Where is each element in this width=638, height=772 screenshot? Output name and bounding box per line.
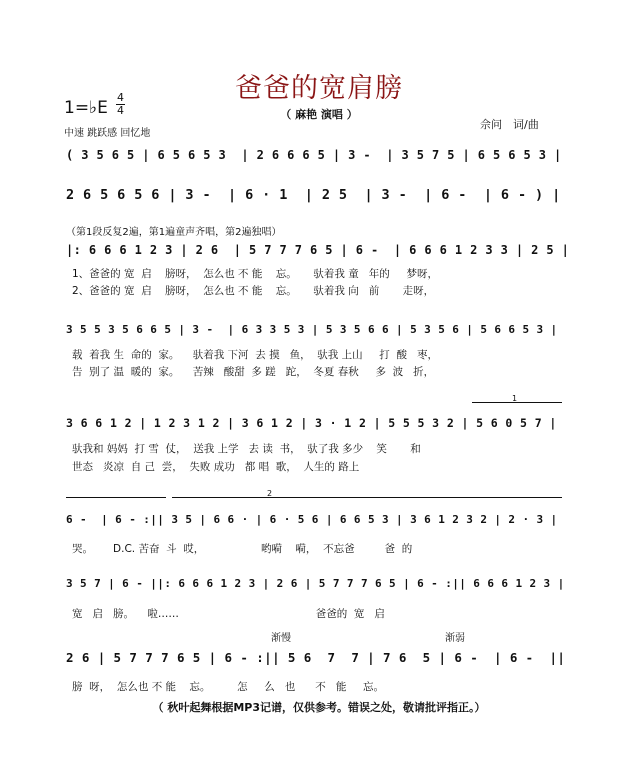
lyric-line: 告 别了 温 暖的 家。 苦辣 酸甜 多 蹉 跎， 冬夏 春秋 多 波 折， xyxy=(72,366,435,378)
score-row-notes: 2 6 5 6 5 6 | 3 - | 6 · 1 | 2 5 | 3 - | 6 - | 6 - ) | xyxy=(66,187,561,203)
lyric-line: 2、爸爸的 宽 启 膀呀， 怎么也 不 能 忘。 驮着我 向 前 走呀， xyxy=(72,285,435,297)
lyric-line: 世态 炎凉 自 己 尝， 失败 成功 都 唱 歌， 人生的 路上 xyxy=(72,461,360,473)
lyric-line: 哭。 D.C. 苦奋 斗 哎， 哟嗬 嗬， 不忘爸 爸 的 xyxy=(72,543,413,555)
score-row-notes: ( 3 5 6 5 | 6 5 6 5 3 | 2 6 6 6 5 | 3 - | 3 5 7 5 | 6 5 6 5 3 | xyxy=(66,148,562,162)
lyric-line: 1、爸爸的 宽 启 膀呀， 怎么也 不 能 忘。 驮着我 童 年的 梦呀， xyxy=(72,268,438,280)
score-row-notes: 3 5 5 3 5 6 6 5 | 3 - | 6 3 3 5 3 | 5 3 5 6 6 | 5 3 5 6 | 5 6 6 5 3 | xyxy=(66,323,558,336)
score-row-1 xyxy=(66,148,572,172)
key-signature: 1=♭E xyxy=(64,98,108,118)
volta-number: 1 xyxy=(512,394,518,403)
volta-bracket xyxy=(472,394,562,403)
repeat-instruction: （第1段反复2遍，第1遍童声齐唱，第2遍独唱） xyxy=(66,227,282,238)
score-row-notes: 3 5 7 | 6 - ||: 6 6 6 1 2 3 | 2 6 | 5 7 7 7 6 5 | 6 - :|| 6 6 6 1 2 3 | xyxy=(66,577,565,590)
score-row-4 xyxy=(66,323,572,347)
time-signature-bottom: 4 xyxy=(117,104,124,117)
score-row-6 xyxy=(66,513,572,537)
time-signature-top: 4 xyxy=(117,91,124,104)
composer-credit: 佘问 词/曲 xyxy=(480,118,539,131)
volta-number: 2 xyxy=(267,489,273,498)
score-row-notes: 6 - | 6 - :|| 3 5 | 6 6 · | 6 · 5 6 | 6 6 5 3 | 3 6 1 2 3 2 | 2 · 3 | xyxy=(66,513,558,526)
lyric-line: 载 着我 生 命的 家。 驮着我 下河 去 摸 鱼， 驮我 上山 打 酸 枣， xyxy=(72,349,438,361)
singer-credit: （ 麻艳 演唱 ） xyxy=(280,108,358,121)
score-row-notes: 3 6 6 1 2 | 1 2 3 1 2 | 3 6 1 2 | 3 · 1 2 | 5 5 5 3 2 | 5 6 0 5 7 | xyxy=(66,416,557,430)
tempo-marking: 中速 跳跃感 回忆地 xyxy=(64,128,151,139)
score-row-notes: |: 6 6 6 1 2 3 | 2 6 | 5 7 7 7 6 5 | 6 - | 6 6 6 1 2 3 3 | 2 5 | xyxy=(66,243,570,257)
ritardando-mark: 渐慢 xyxy=(271,633,291,644)
volta-bracket xyxy=(66,497,166,498)
score-row-3 xyxy=(66,243,572,267)
lyric-line: 宽 启 膀。 啦…… 爸爸的 宽 启 xyxy=(72,608,385,620)
volta-bracket xyxy=(172,489,562,498)
score-row-7 xyxy=(66,577,572,601)
lyric-line: 驮我和 妈妈 打 雪 仗， 送我 上学 去 读 书， 驮了我 多少 笑 和 xyxy=(72,443,421,455)
score-row-5 xyxy=(66,416,572,440)
diminuendo-mark: 渐弱 xyxy=(445,633,465,644)
score-row-2 xyxy=(66,187,572,211)
transcription-note: （ 秋叶起舞根据MP3记谱，仅供参考。错误之处，敬请批评指正。） xyxy=(152,701,486,714)
lyric-line: 膀 呀， 怎么也 不 能 忘。 怎 么 也 不 能 忘。 xyxy=(72,681,385,693)
score-row-notes: 2 6 | 5 7 7 7 6 5 | 6 - :|| 5 6 7 7 | 7 6 5 | 6 - | 6 - || xyxy=(66,650,566,665)
score-row-8 xyxy=(66,650,572,674)
time-signature xyxy=(116,92,125,117)
song-title: 爸爸的宽肩膀 xyxy=(235,73,403,104)
